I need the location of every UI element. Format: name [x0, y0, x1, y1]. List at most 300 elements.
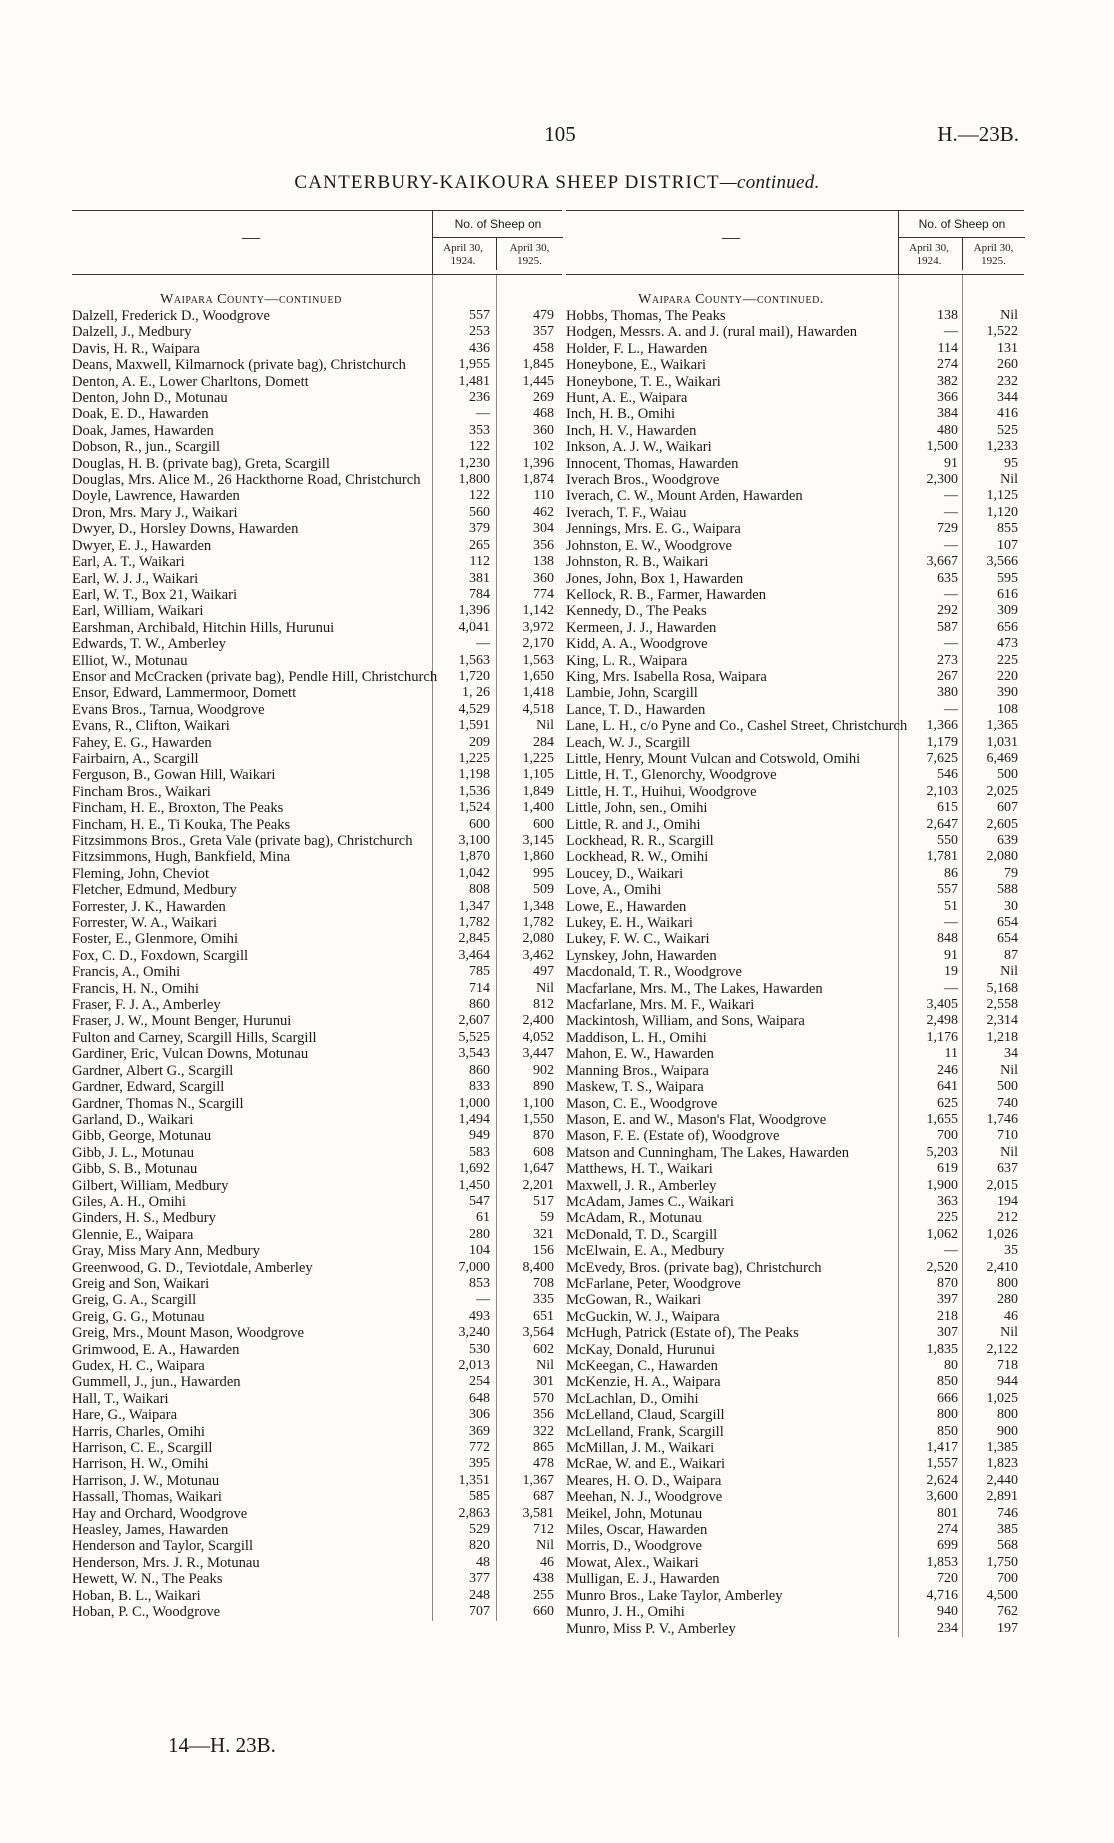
table-row	[566, 1571, 1024, 1587]
owner-name: Mulligan, E. J., Hawarden	[566, 1571, 720, 1588]
sheep-1925: 1,218	[986, 1029, 1018, 1045]
sheep-1925: 1,650	[522, 668, 554, 684]
sheep-1925: 212	[997, 1210, 1018, 1226]
sheep-1925: 309	[997, 603, 1018, 619]
table-row	[566, 374, 1024, 390]
sheep-1924: 3,600	[926, 1489, 958, 1505]
table-row	[72, 636, 562, 652]
owner-name: McElwain, E. A., Medbury	[566, 1243, 725, 1260]
sheep-1925: 708	[533, 1275, 554, 1291]
owner-name: Dwyer, E. J., Hawarden	[72, 537, 212, 554]
table-row	[72, 1243, 562, 1259]
table-row	[566, 653, 1024, 669]
sheep-1924: 833	[469, 1079, 490, 1095]
table-row	[72, 1424, 562, 1440]
sheep-1925: 1,418	[522, 685, 554, 701]
owner-name: Gray, Miss Mary Ann, Medbury	[72, 1243, 260, 1260]
table-row	[566, 1030, 1024, 1046]
sheep-1924: 1,500	[926, 439, 958, 455]
sheep-1925: 710	[997, 1128, 1018, 1144]
owner-name: Mackintosh, William, and Sons, Waipara	[566, 1013, 805, 1030]
table-row	[566, 423, 1024, 439]
sheep-1924: 480	[937, 422, 958, 438]
sheep-1924: 1,557	[926, 1456, 958, 1472]
table-row	[566, 472, 1024, 488]
sheep-1925: 2,410	[986, 1259, 1018, 1275]
table-row	[72, 653, 562, 669]
sheep-1925: 870	[533, 1128, 554, 1144]
owner-name: Little, H. T., Glenorchy, Woodgrove	[566, 767, 777, 784]
table-row	[566, 1063, 1024, 1079]
sheep-1925: 500	[997, 1079, 1018, 1095]
owner-name: Inch, H. V., Hawarden	[566, 422, 697, 439]
owner-name: Ensor, Edward, Lammermoor, Domett	[72, 685, 297, 702]
sheep-1924: 1,853	[926, 1554, 958, 1570]
sheep-1925: 3,447	[522, 1046, 554, 1062]
owner-name: Evans, R., Clifton, Waikari	[72, 718, 230, 735]
sheep-1924: 4,716	[926, 1587, 958, 1603]
sheep-1925: 800	[997, 1275, 1018, 1291]
table-row	[72, 718, 562, 734]
sheep-1925: 525	[997, 422, 1018, 438]
owner-name: Denton, A. E., Lower Charltons, Domett	[72, 373, 309, 390]
col-1924-header: April 30, 1924.	[443, 242, 483, 267]
owner-name: Fincham Bros., Waikari	[72, 783, 211, 800]
table-row	[72, 1391, 562, 1407]
sheep-1924: 557	[937, 882, 958, 898]
sheep-1925: 2,314	[986, 1013, 1018, 1029]
sheep-1924: 1,225	[458, 750, 490, 766]
table-row	[566, 1210, 1024, 1226]
sheep-1924: 2,624	[926, 1472, 958, 1488]
sheep-1924: 19	[944, 964, 958, 980]
sheep-1925: 102	[533, 439, 554, 455]
sheep-1924: 1,366	[926, 718, 958, 734]
sheep-1925: 1,367	[522, 1472, 554, 1488]
owner-name: Macfarlane, Mrs. M. F., Waikari	[566, 997, 755, 1014]
sheep-1924: 772	[469, 1440, 490, 1456]
sheep-1925: 255	[533, 1587, 554, 1603]
table-row	[72, 1112, 562, 1128]
sheep-1925: 438	[533, 1571, 554, 1587]
sheep-1925: Nil	[1000, 472, 1018, 488]
sheep-1924: 363	[937, 1193, 958, 1209]
owner-name: Love, A., Omihi	[566, 882, 662, 899]
table-row	[566, 849, 1024, 865]
table-row	[72, 1440, 562, 1456]
table-row	[566, 1374, 1024, 1390]
table-row	[72, 767, 562, 783]
sheep-1924: 1,536	[458, 783, 490, 799]
sheep-1924: 949	[469, 1128, 490, 1144]
owner-name: Fulton and Carney, Scargill Hills, Scargill	[72, 1029, 317, 1046]
sheep-1924: —	[944, 915, 958, 931]
sheep-1924: 560	[469, 504, 490, 520]
sheep-1924: —	[944, 636, 958, 652]
sheep-1925: 468	[533, 406, 554, 422]
table-row	[72, 587, 562, 603]
sheep-1925: 1,522	[986, 324, 1018, 340]
table-row	[72, 1276, 562, 1292]
table-row	[72, 1145, 562, 1161]
owner-name: Doyle, Lawrence, Hawarden	[72, 488, 240, 505]
sheep-1925: 1,782	[522, 915, 554, 931]
table-row	[72, 735, 562, 751]
sheep-1924: 51	[944, 898, 958, 914]
sheep-1925: 156	[533, 1243, 554, 1259]
sheep-1925: 500	[997, 767, 1018, 783]
sheep-1924: 3,667	[926, 554, 958, 570]
owner-name: King, Mrs. Isabella Rosa, Waipara	[566, 668, 767, 685]
sheep-1924: 820	[469, 1538, 490, 1554]
sheep-1924: 583	[469, 1144, 490, 1160]
sheep-1924: 493	[469, 1308, 490, 1324]
table-row	[566, 1538, 1024, 1554]
table-row	[566, 685, 1024, 701]
page-title	[0, 172, 1114, 194]
owner-name: Maxwell, J. R., Amberley	[566, 1177, 717, 1194]
owner-name: Dalzell, Frederick D., Woodgrove	[72, 308, 270, 324]
sheep-1925: 1,385	[986, 1440, 1018, 1456]
owner-name: Lukey, E. H., Waikari	[566, 915, 693, 932]
sheep-1924: —	[476, 406, 490, 422]
table-row	[566, 1112, 1024, 1128]
page-number: 105	[544, 122, 576, 146]
owner-name: Little, R. and J., Omihi	[566, 816, 701, 833]
sheep-1924: 306	[469, 1407, 490, 1423]
sheep-1925: 2,605	[986, 816, 1018, 832]
sheep-1924: 546	[937, 767, 958, 783]
table-row	[566, 1243, 1024, 1259]
table-row	[72, 1309, 562, 1325]
table-row	[72, 456, 562, 472]
sheep-1925: 712	[533, 1522, 554, 1538]
owner-name: Heasley, James, Hawarden	[72, 1522, 229, 1539]
owner-name: Elliot, W., Motunau	[72, 652, 188, 669]
table-row	[566, 800, 1024, 816]
sheep-1925: 385	[997, 1522, 1018, 1538]
sheep-1924: 666	[937, 1390, 958, 1406]
sheep-1924: 1,494	[458, 1111, 490, 1127]
table-row	[72, 538, 562, 554]
owner-name: Leach, W. J., Scargill	[566, 734, 691, 751]
left-table-header	[72, 210, 562, 275]
owner-name: Lambie, John, Scargill	[566, 685, 698, 702]
sheep-1924: 1,347	[458, 898, 490, 914]
table-row	[72, 1227, 562, 1243]
owner-name: Gibb, S. B., Motunau	[72, 1161, 198, 1178]
owner-name: Earl, W. T., Box 21, Waikari	[72, 586, 238, 603]
owner-name: McRae, W. and E., Waikari	[566, 1456, 726, 1473]
sheep-1924: 225	[937, 1210, 958, 1226]
sheep-1925: 46	[540, 1554, 554, 1570]
sheep-1925: 651	[533, 1308, 554, 1324]
table-row	[566, 1588, 1024, 1604]
sheep-1925: 2,080	[986, 849, 1018, 865]
owner-name: Ensor and McCracken (private bag), Pendle Hill, Christchurch	[72, 668, 438, 685]
sheep-1925: 1,874	[522, 472, 554, 488]
sheep-1924: 870	[937, 1275, 958, 1291]
owner-name: Harris, Charles, Omihi	[72, 1423, 205, 1440]
table-row	[566, 997, 1024, 1013]
sheep-1924: 2,103	[926, 783, 958, 799]
table-row	[72, 915, 562, 931]
sheep-1924: 4,041	[458, 619, 490, 635]
table-row	[72, 1489, 562, 1505]
table-row	[72, 1538, 562, 1554]
owner-name: Douglas, H. B. (private bag), Greta, Scargill	[72, 455, 330, 472]
owner-name: McKay, Donald, Hurunui	[566, 1341, 716, 1358]
table-row	[566, 1276, 1024, 1292]
sheep-1924: 1,800	[458, 472, 490, 488]
owner-name: Gilbert, William, Medbury	[72, 1177, 229, 1194]
table-row	[72, 931, 562, 947]
sheep-1925: 1,860	[522, 849, 554, 865]
owner-name: Lockhead, R. W., Omihi	[566, 849, 709, 866]
sheep-1924: 600	[469, 816, 490, 832]
owner-name: McHugh, Patrick (Estate of), The Peaks	[566, 1325, 799, 1342]
sheep-1924: 785	[469, 964, 490, 980]
owner-name: Henderson and Taylor, Scargill	[72, 1538, 254, 1555]
sheep-1925: 4,500	[986, 1587, 1018, 1603]
sheep-1925: 2,891	[986, 1489, 1018, 1505]
sheep-1925: 356	[533, 1407, 554, 1423]
owner-name: Morris, D., Woodgrove	[566, 1538, 702, 1555]
owner-name: Gudex, H. C., Waipara	[72, 1358, 205, 1374]
sheep-1925: 1,563	[522, 652, 554, 668]
owner-name: Earl, A. T., Waikari	[72, 554, 185, 571]
owner-name: Jennings, Mrs. E. G., Waipara	[566, 521, 741, 538]
sheep-1925: 607	[997, 800, 1018, 816]
sheep-1924: 547	[469, 1193, 490, 1209]
sheep-1924: 91	[944, 455, 958, 471]
owner-name: Evans Bros., Tarnua, Woodgrove	[72, 701, 265, 718]
table-row	[72, 849, 562, 865]
sheep-1925: 890	[533, 1079, 554, 1095]
table-row	[72, 308, 562, 324]
sheep-1924: 3,100	[458, 833, 490, 848]
sheep-1924: 529	[469, 1522, 490, 1538]
owner-name: McMillan, J. M., Waikari	[566, 1440, 715, 1457]
sheep-1925: 360	[533, 422, 554, 438]
table-row	[566, 784, 1024, 800]
right-column	[566, 210, 1024, 1637]
owner-name: Inch, H. B., Omihi	[566, 406, 676, 423]
table-row	[566, 587, 1024, 603]
col-1925-header: April 30, 1925.	[496, 238, 562, 270]
sheep-1925: 718	[997, 1358, 1018, 1373]
sheep-1925: 902	[533, 1062, 554, 1078]
sheep-1925: 30	[1004, 898, 1018, 914]
sheep-1924: 253	[469, 324, 490, 340]
owner-name: Mahon, E. W., Hawarden	[566, 1046, 714, 1063]
owner-name: Forrester, W. A., Waikari	[72, 915, 218, 932]
sheep-1924: 1,396	[458, 603, 490, 619]
owner-name: Maddison, L. H., Omihi	[566, 1029, 707, 1046]
sheep-1924: —	[944, 488, 958, 504]
sheep-1925: 509	[533, 882, 554, 898]
sheep-1925: 570	[533, 1390, 554, 1406]
owner-name: Fraser, J. W., Mount Benger, Hurunui	[72, 1013, 292, 1030]
table-row	[566, 1604, 1024, 1620]
owner-name: McLelland, Frank, Scargill	[566, 1423, 724, 1440]
sheep-1925: 637	[997, 1161, 1018, 1177]
sheep-1925: 5,168	[986, 980, 1018, 996]
sheep-1925: 1,550	[522, 1111, 554, 1127]
owner-name: McGuckin, W. J., Waipara	[566, 1308, 720, 1325]
sheep-1925: Nil	[536, 980, 554, 996]
owner-name: Little, Henry, Mount Vulcan and Cotswold, Omihi	[566, 750, 861, 767]
table-row	[72, 1571, 562, 1587]
sheep-1925: 280	[997, 1292, 1018, 1308]
sheep-1925: 35	[1004, 1243, 1018, 1259]
document-reference: H.—23B.	[937, 122, 1019, 146]
owner-name: McEvedy, Bros. (private bag), Christchurch	[566, 1259, 822, 1276]
col-1924-header: April 30, 1924.	[909, 242, 949, 267]
owner-name: Greig, G. A., Scargill	[72, 1292, 197, 1309]
sheep-1924: 1,042	[458, 865, 490, 881]
sheep-1924: 377	[469, 1571, 490, 1587]
owner-name: Meikel, John, Motunau	[566, 1505, 703, 1522]
sheep-1925: 865	[533, 1440, 554, 1456]
table-row	[72, 439, 562, 455]
sheep-1925: 225	[997, 652, 1018, 668]
sheep-1925: 1,750	[986, 1554, 1018, 1570]
sheep-1924: 395	[469, 1456, 490, 1472]
owner-name: Fahey, E. G., Hawarden	[72, 734, 212, 751]
table-row	[72, 1604, 562, 1620]
table-row	[566, 669, 1024, 685]
owner-name: Earl, William, Waikari	[72, 603, 204, 620]
sheep-1924: 2,498	[926, 1013, 958, 1029]
table-row	[72, 1456, 562, 1472]
sheep-1925: 3,462	[522, 947, 554, 963]
section-heading-text: Waipara County—continued.	[638, 292, 824, 307]
sheep-1925: 639	[997, 833, 1018, 848]
sheep-1925: 4,518	[522, 701, 554, 717]
sheep-1925: 774	[533, 586, 554, 602]
owner-name: Francis, H. N., Omihi	[72, 980, 199, 997]
owner-name: Munro, Miss P. V., Amberley	[566, 1620, 736, 1637]
owner-name: Harrison, H. W., Omihi	[72, 1456, 209, 1473]
owner-name: Harrison, J. W., Motunau	[72, 1472, 220, 1489]
sheep-1924: 625	[937, 1095, 958, 1111]
sheep-1925: 3,581	[522, 1505, 554, 1521]
table-row	[566, 538, 1024, 554]
sheep-1925: 812	[533, 997, 554, 1013]
table-row	[72, 1013, 562, 1029]
table-row	[566, 702, 1024, 718]
sheep-1924: 112	[469, 554, 490, 570]
table-row	[72, 521, 562, 537]
sheep-1925: 2,015	[986, 1177, 1018, 1193]
owner-name: Ginders, H. S., Medbury	[72, 1210, 216, 1227]
table-row	[72, 1079, 562, 1095]
sheep-1925: 301	[533, 1374, 554, 1390]
sheep-1925: 194	[997, 1193, 1018, 1209]
table-row	[72, 1063, 562, 1079]
sheep-1924: 366	[937, 390, 958, 406]
section-heading-text: Waipara County—continued	[160, 292, 342, 307]
name-column-header: —	[242, 227, 260, 247]
table-row	[72, 866, 562, 882]
owner-name: Miles, Oscar, Hawarden	[566, 1522, 708, 1539]
sheep-1925: Nil	[1000, 1144, 1018, 1160]
owner-name: Little, H. T., Huihui, Woodgrove	[566, 783, 757, 800]
table-row	[72, 1292, 562, 1308]
sheep-1924: 267	[937, 668, 958, 684]
sheep-1925: 138	[533, 554, 554, 570]
owner-name: Munro, J. H., Omihi	[566, 1604, 685, 1621]
owner-name: Gardiner, Eric, Vulcan Downs, Motunau	[72, 1046, 309, 1063]
table-row	[72, 341, 562, 357]
owner-name: Greenwood, G. D., Teviotdale, Amberley	[72, 1259, 313, 1276]
owner-name: Mason, E. and W., Mason's Flat, Woodgrove	[566, 1111, 827, 1128]
sheep-1925: 656	[997, 619, 1018, 635]
sheep-1924: 1,563	[458, 652, 490, 668]
sheep-1924: 3,543	[458, 1046, 490, 1062]
sheep-1924: 1,870	[458, 849, 490, 865]
table-row	[566, 406, 1024, 422]
sheep-1925: 416	[997, 406, 1018, 422]
sheep-1925: Nil	[536, 718, 554, 734]
sheep-1924: 11	[944, 1046, 958, 1062]
sheep-1924: 648	[469, 1390, 490, 1406]
owner-name: Dalzell, J., Medbury	[72, 324, 192, 341]
table-row	[72, 1555, 562, 1571]
table-row	[72, 899, 562, 915]
owner-name: Francis, A., Omihi	[72, 964, 181, 981]
owner-name: Harrison, C. E., Scargill	[72, 1440, 213, 1457]
sheep-count-group-title: No. of Sheep on	[918, 217, 1006, 231]
sheep-1925: 517	[533, 1193, 554, 1209]
owner-name: Loucey, D., Waikari	[566, 865, 684, 882]
owner-name: McFarlane, Peter, Woodgrove	[566, 1275, 741, 1292]
owner-name: Greig and Son, Waikari	[72, 1275, 210, 1292]
sheep-1925: 1,105	[522, 767, 554, 783]
table-row	[566, 1506, 1024, 1522]
table-row	[566, 1407, 1024, 1423]
table-row	[566, 1424, 1024, 1440]
sheep-1925: 660	[533, 1604, 554, 1620]
owner-name: Giles, A. H., Omihi	[72, 1193, 186, 1210]
sheep-1924: 720	[937, 1571, 958, 1587]
owner-name: Greig, G. G., Motunau	[72, 1308, 205, 1325]
owner-name: Denton, John D., Motunau	[72, 390, 228, 407]
sheep-1924: 104	[469, 1243, 490, 1259]
sheep-1925: 1,142	[522, 603, 554, 619]
sheep-1925: 944	[997, 1374, 1018, 1390]
table-row	[566, 521, 1024, 537]
table-row	[566, 1440, 1024, 1456]
sheep-count-group-title: No. of Sheep on	[454, 217, 542, 231]
sheep-1924: 587	[937, 619, 958, 635]
owner-name: Munro Bros., Lake Taylor, Amberley	[566, 1587, 783, 1604]
sheep-1925: 588	[997, 882, 1018, 898]
table-row	[566, 357, 1024, 373]
sheep-1925: 2,122	[986, 1341, 1018, 1357]
sheep-1924: 5,203	[926, 1144, 958, 1160]
table-row	[72, 751, 562, 767]
sheep-1925: 740	[997, 1095, 1018, 1111]
sheep-1924: 615	[937, 800, 958, 816]
table-row	[566, 1128, 1024, 1144]
owner-name: Kermeen, J. J., Hawarden	[566, 619, 717, 636]
table-row	[72, 997, 562, 1013]
sheep-1924: 209	[469, 734, 490, 750]
owner-name: McAdam, R., Motunau	[566, 1210, 702, 1227]
sheep-1925: 1,823	[986, 1456, 1018, 1472]
